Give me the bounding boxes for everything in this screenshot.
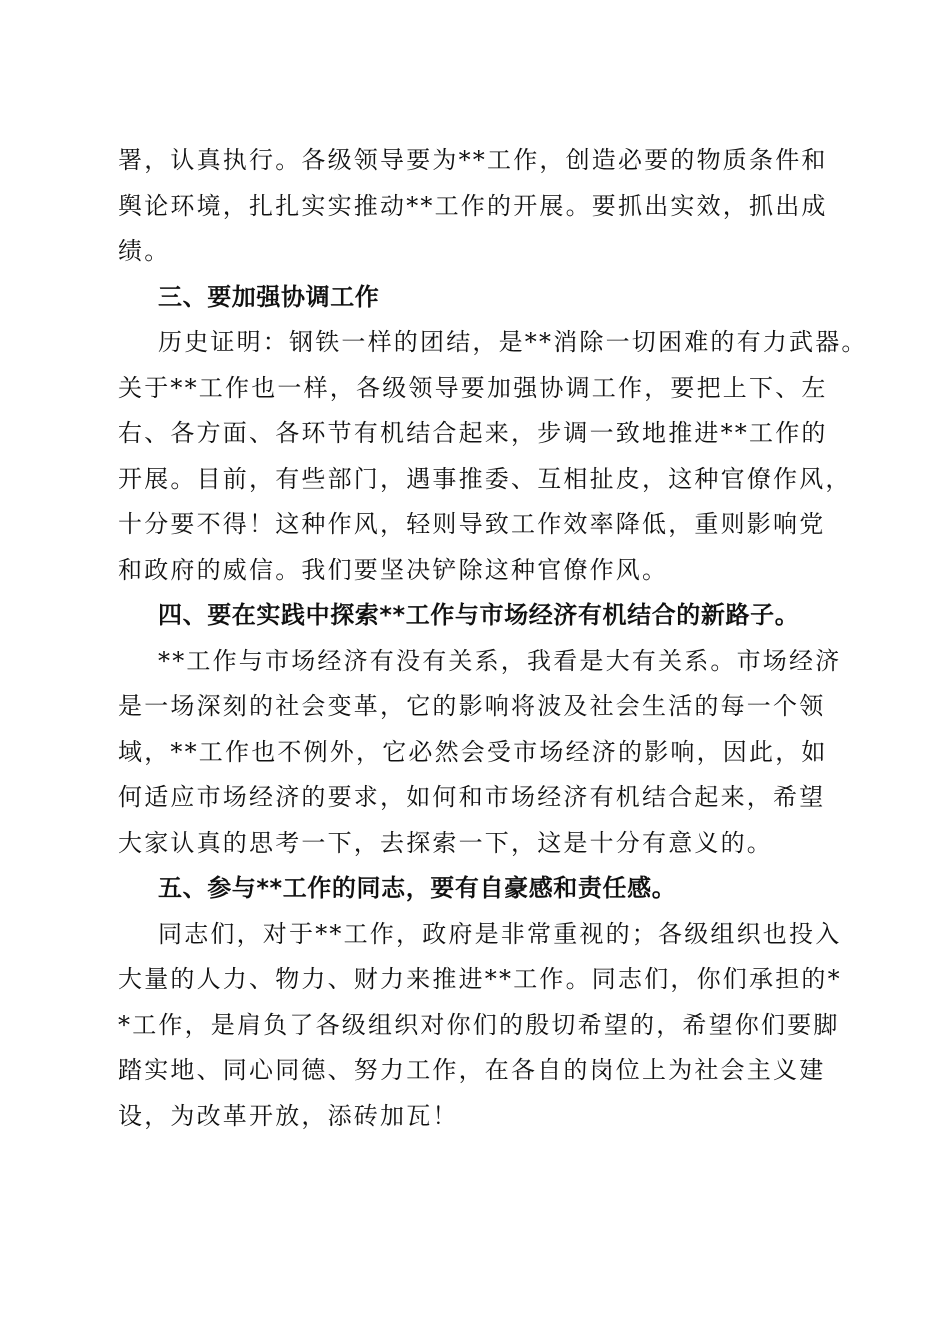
paragraph-2-line-3: 右、各方面、各环节有机结合起来，步调一致地推进**工作的 [118, 419, 828, 447]
paragraph-2-line-2: 关于**工作也一样，各级领导要加强协调工作，要把上下、左 [118, 373, 828, 402]
section-heading-5: 五、参与**工作的同志，要有自豪感和责任感。 [158, 874, 677, 902]
paragraph-2-line-4: 开展。目前，有些部门，遇事推委、互相扯皮，这种官僚作风， [118, 464, 852, 493]
paragraph-1-line-1: 署，认真执行。各级领导要为**工作，创造必要的物质条件和 [118, 146, 828, 174]
paragraph-4-line-1: 同志们，对于**工作，政府是非常重视的；各级组织也投入 [158, 919, 842, 948]
paragraph-3-line-2: 是一场深刻的社会变革，它的影响将波及社会生活的每一个领 [118, 692, 826, 720]
paragraph-2-line-1: 历史证明：钢铁一样的团结，是**消除一切困难的有力武器。 [158, 328, 868, 356]
paragraph-4-line-4: 踏实地、同心同德、努力工作，在各自的岗位上为社会主义建 [118, 1056, 826, 1084]
section-heading-4: 四、要在实践中探索**工作与市场经济有机结合的新路子。 [158, 601, 800, 629]
paragraph-3-line-5: 大家认真的思考一下，去探索一下，这是十分有意义的。 [118, 828, 773, 857]
paragraph-4-line-3: *工作，是肩负了各级组织对你们的殷切希望的，希望你们要脚 [118, 1010, 840, 1039]
section-heading-3: 三、要加强协调工作 [158, 282, 380, 311]
document-page [118, 138, 868, 1139]
paragraph-3-line-4: 何适应市场经济的要求，如何和市场经济有机结合起来，希望 [118, 783, 826, 811]
paragraph-4-line-5: 设，为改革开放，添砖加瓦！ [118, 1101, 459, 1130]
paragraph-1-line-3: 绩。 [118, 237, 171, 265]
paragraph-1-line-2: 舆论环境，扎扎实实推动**工作的开展。要抓出实效，抓出成 [118, 191, 828, 220]
paragraph-3-line-1: **工作与市场经济有没有关系，我看是大有关系。市场经济 [158, 646, 842, 675]
paragraph-2-line-5: 十分要不得！这种作风，轻则导致工作效率降低，重则影响党 [118, 510, 826, 538]
paragraph-2-line-6: 和政府的威信。我们要坚决铲除这种官僚作风。 [118, 555, 669, 584]
paragraph-3-line-3: 域，**工作也不例外，它必然会受市场经济的影响，因此，如 [118, 737, 828, 766]
paragraph-4-line-2: 大量的人力、物力、财力来推进**工作。同志们，你们承担的* [118, 965, 842, 993]
